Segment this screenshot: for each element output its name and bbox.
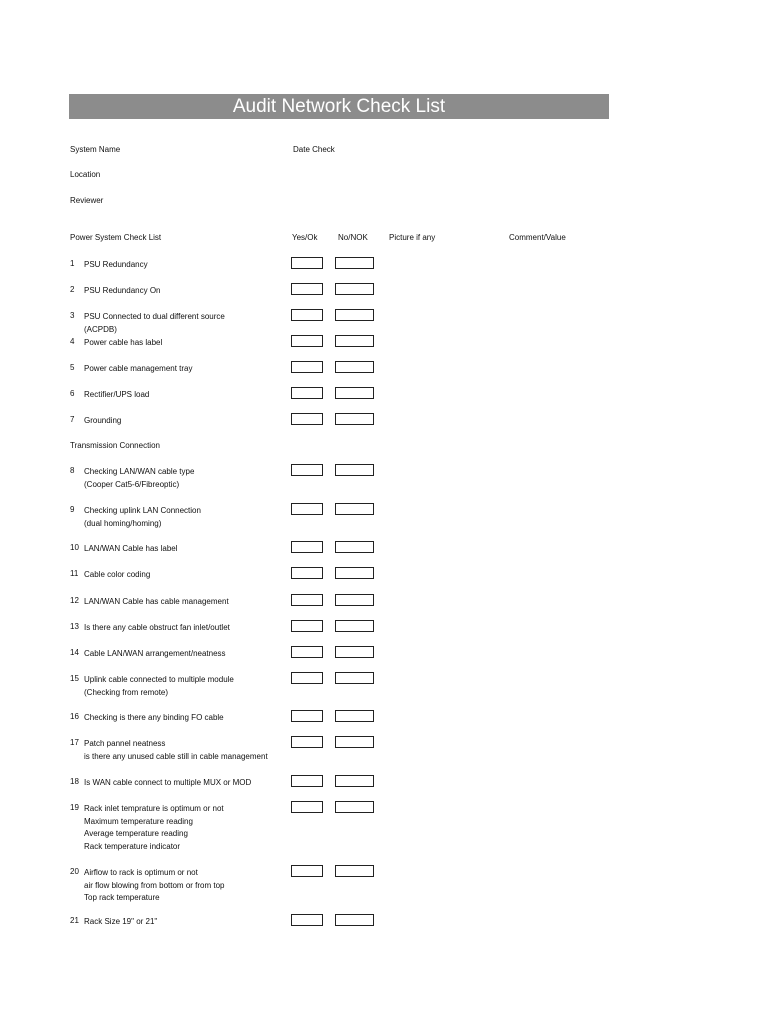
item-description-detail: (dual homing/homing) xyxy=(84,518,162,528)
item-description: PSU Redundancy xyxy=(84,260,148,269)
item-description-detail: (Checking from remote) xyxy=(84,687,169,697)
yes-checkbox[interactable] xyxy=(291,283,323,295)
item-number: 14 xyxy=(70,648,79,657)
yes-checkbox[interactable] xyxy=(291,335,323,347)
item-number: 17 xyxy=(70,738,79,747)
item-number: 15 xyxy=(70,674,79,683)
yes-checkbox[interactable] xyxy=(291,914,323,926)
location-label: Location xyxy=(70,170,101,179)
item-number: 16 xyxy=(70,712,79,721)
no-checkbox[interactable] xyxy=(335,335,374,347)
no-checkbox[interactable] xyxy=(335,283,374,295)
yes-checkbox[interactable] xyxy=(291,503,323,515)
item-description: Checking uplink LAN Connection xyxy=(84,506,201,515)
no-checkbox[interactable] xyxy=(335,736,374,748)
yes-checkbox[interactable] xyxy=(291,361,323,373)
item-description-detail: (ACPDB) xyxy=(84,324,117,334)
item-description: Cable LAN/WAN arrangement/neatness xyxy=(84,649,226,658)
no-checkbox[interactable] xyxy=(335,594,374,606)
no-checkbox[interactable] xyxy=(335,541,374,553)
item-number: 9 xyxy=(70,505,75,514)
yes-checkbox[interactable] xyxy=(291,672,323,684)
section-header-power: Power System Check List xyxy=(70,233,162,242)
item-description: PSU Redundancy On xyxy=(84,286,161,295)
no-checkbox[interactable] xyxy=(335,646,374,658)
no-checkbox[interactable] xyxy=(335,672,374,684)
item-number: 6 xyxy=(70,389,75,398)
system-name-label: System Name xyxy=(70,145,121,154)
no-checkbox[interactable] xyxy=(335,257,374,269)
item-number: 2 xyxy=(70,285,75,294)
column-header-yes: Yes/Ok xyxy=(292,233,318,242)
item-number: 13 xyxy=(70,622,79,631)
no-checkbox[interactable] xyxy=(335,775,374,787)
column-header-no: No/NOK xyxy=(338,233,368,242)
yes-checkbox[interactable] xyxy=(291,865,323,877)
item-description-detail: (Cooper Cat5-6/Fibreoptic) xyxy=(84,479,180,489)
no-checkbox[interactable] xyxy=(335,387,374,399)
no-checkbox[interactable] xyxy=(335,413,374,425)
section-header-transmission: Transmission Connection xyxy=(70,441,160,450)
yes-checkbox[interactable] xyxy=(291,464,323,476)
item-description: Patch pannel neatness xyxy=(84,739,166,748)
yes-checkbox[interactable] xyxy=(291,801,323,813)
item-description: Is there any cable obstruct fan inlet/outlet xyxy=(84,623,230,632)
item-number: 3 xyxy=(70,311,75,320)
no-checkbox[interactable] xyxy=(335,865,374,877)
item-number: 5 xyxy=(70,363,75,372)
item-description-detail: Rack temperature indicator xyxy=(84,842,181,852)
yes-checkbox[interactable] xyxy=(291,413,323,425)
item-description: Grounding xyxy=(84,416,122,425)
yes-checkbox[interactable] xyxy=(291,736,323,748)
item-number: 12 xyxy=(70,596,79,605)
column-header-comment: Comment/Value xyxy=(509,233,566,242)
page-title: Audit Network Check List xyxy=(69,94,609,119)
no-checkbox[interactable] xyxy=(335,710,374,722)
no-checkbox[interactable] xyxy=(335,503,374,515)
item-description-detail: air flow blowing from bottom or from top xyxy=(84,880,225,890)
yes-checkbox[interactable] xyxy=(291,567,323,579)
item-description: PSU Connected to dual different source xyxy=(84,312,225,321)
item-description: Checking LAN/WAN cable type xyxy=(84,467,195,476)
reviewer-label: Reviewer xyxy=(70,196,104,205)
no-checkbox[interactable] xyxy=(335,309,374,321)
item-number: 1 xyxy=(70,259,75,268)
item-number: 11 xyxy=(70,569,79,578)
item-description: Uplink cable connected to multiple module xyxy=(84,675,234,684)
no-checkbox[interactable] xyxy=(335,464,374,476)
item-number: 20 xyxy=(70,867,79,876)
item-number: 10 xyxy=(70,543,79,552)
column-header-picture: Picture if any xyxy=(389,233,436,242)
yes-checkbox[interactable] xyxy=(291,387,323,399)
item-description: LAN/WAN Cable has cable management xyxy=(84,597,229,606)
item-description-detail: is there any unused cable still in cable management xyxy=(84,751,268,761)
yes-checkbox[interactable] xyxy=(291,257,323,269)
item-description: Rectifier/UPS load xyxy=(84,390,150,399)
yes-checkbox[interactable] xyxy=(291,309,323,321)
item-description: Airflow to rack is optimum or not xyxy=(84,868,198,877)
item-description: Power cable management tray xyxy=(84,364,193,373)
yes-checkbox[interactable] xyxy=(291,646,323,658)
item-number: 4 xyxy=(70,337,75,346)
item-description-detail: Average temperature reading xyxy=(84,829,188,839)
yes-checkbox[interactable] xyxy=(291,541,323,553)
item-description-detail: Maximum temperature reading xyxy=(84,816,193,826)
item-description: Rack Size 19" or 21" xyxy=(84,917,158,926)
item-number: 18 xyxy=(70,777,79,786)
no-checkbox[interactable] xyxy=(335,567,374,579)
no-checkbox[interactable] xyxy=(335,801,374,813)
item-number: 21 xyxy=(70,916,79,925)
no-checkbox[interactable] xyxy=(335,620,374,632)
item-description: Cable color coding xyxy=(84,570,151,579)
no-checkbox[interactable] xyxy=(335,361,374,373)
item-number: 8 xyxy=(70,466,75,475)
yes-checkbox[interactable] xyxy=(291,594,323,606)
yes-checkbox[interactable] xyxy=(291,710,323,722)
item-description-detail: Top rack temperature xyxy=(84,893,160,903)
item-description: Rack inlet temprature is optimum or not xyxy=(84,804,224,813)
item-number: 7 xyxy=(70,415,75,424)
item-description: Is WAN cable connect to multiple MUX or MOD xyxy=(84,778,252,787)
item-description: Power cable has label xyxy=(84,338,163,347)
date-check-label: Date Check xyxy=(293,145,335,154)
no-checkbox[interactable] xyxy=(335,914,374,926)
item-number: 19 xyxy=(70,803,79,812)
item-description: Checking is there any binding FO cable xyxy=(84,713,224,722)
yes-checkbox[interactable] xyxy=(291,620,323,632)
item-description: LAN/WAN Cable has label xyxy=(84,544,178,553)
yes-checkbox[interactable] xyxy=(291,775,323,787)
